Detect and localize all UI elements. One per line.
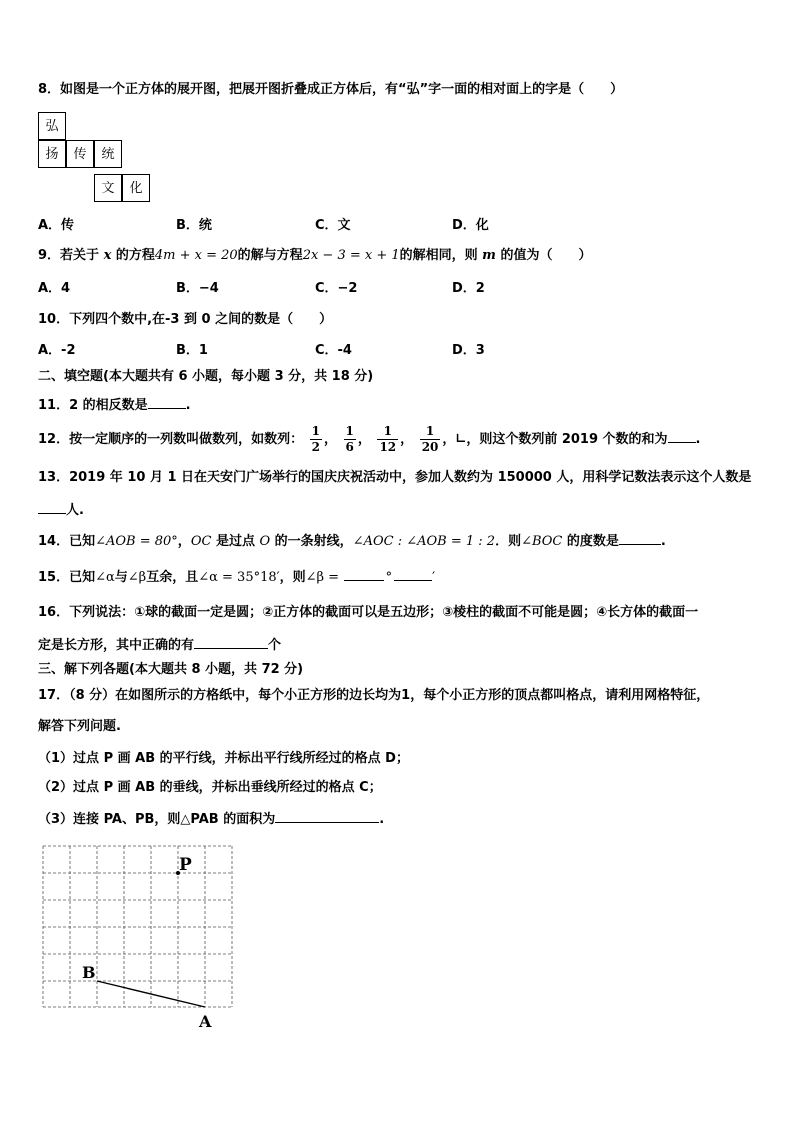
q14-end: . <box>660 534 666 549</box>
fraction: $\frac{1}{20}$ <box>421 424 439 454</box>
answer-blank-minutes <box>394 568 432 581</box>
label-b: B <box>82 963 96 982</box>
option-c: C．文 <box>315 218 351 233</box>
q12-end: . <box>695 432 701 447</box>
q11-text: 11．2 的相反数是 <box>38 398 148 413</box>
q9-stem <box>38 248 591 264</box>
q9-text: 的方程 <box>111 248 155 263</box>
answer-blank <box>275 810 379 823</box>
q14-text: 是过点 <box>211 534 260 549</box>
q14-stem <box>38 532 666 550</box>
net-cell: 弘 <box>38 112 66 140</box>
q12-text: ，则这个数列前 2019 个数的和为 <box>466 432 668 447</box>
q17-sub-3-end: . <box>379 812 385 827</box>
q14-text: ．则 <box>495 534 522 549</box>
section-3-heading: 三、解下列各题(本大题共 8 小题，共 72 分) <box>38 662 304 677</box>
fraction: $\frac{1}{12}$ <box>379 424 397 454</box>
beta-expression: ∠β = <box>305 570 340 585</box>
q15-text: 互余，且 <box>146 570 199 585</box>
answer-blank <box>38 501 66 514</box>
separator: ， <box>400 432 414 447</box>
q10-stem: 10．下列四个数中,在-3 到 0 之间的数是（ ） <box>38 312 333 327</box>
answer-blank <box>148 396 186 409</box>
net-cell: 传 <box>66 140 94 168</box>
q17-sub-3-text: （3）连接 PA、PB，则△PAB 的面积为 <box>38 812 276 827</box>
q15-stem <box>38 568 435 586</box>
angle-beta: ∠β <box>127 570 147 585</box>
net-cell: 文 <box>94 174 122 202</box>
q9-text: 9．若关于 <box>38 248 104 263</box>
option-a: A．传 <box>38 218 75 233</box>
label-a: A <box>199 1012 212 1031</box>
q15-text: 与 <box>114 570 128 585</box>
q16-end: 个 <box>268 638 282 653</box>
q11-stem <box>38 396 191 414</box>
q12-stem <box>38 420 701 460</box>
option-b: B．统 <box>176 218 212 233</box>
q9-equation-1: 4m + x = 20 <box>154 248 238 263</box>
option-c: C．-4 <box>315 343 352 358</box>
answer-blank <box>619 532 661 545</box>
q14-text: 的一条射线， <box>270 534 353 549</box>
angle-aob: ∠AOB = 80° <box>95 534 178 549</box>
option-a: A．4 <box>38 281 71 296</box>
q9-text: 的解相同，则 <box>399 248 483 263</box>
separator: ， <box>442 432 456 447</box>
q14-text: ， <box>177 534 191 549</box>
label-p: P <box>179 855 192 875</box>
q17-sub-3 <box>38 810 384 828</box>
option-c: C．−2 <box>315 281 358 296</box>
q15-text: ，则 <box>279 570 306 585</box>
answer-blank-degrees <box>344 568 384 581</box>
option-d: D．3 <box>452 343 485 358</box>
q17-sub-2: （2）过点 P 画 AB 的垂线，并标出垂线所经过的格点 C； <box>38 780 382 795</box>
net-cell: 扬 <box>38 140 66 168</box>
q17-line-2: 解答下列问题. <box>38 719 121 734</box>
grid-figure <box>30 835 250 1035</box>
q16-line-1: 16．下列说法：①球的截面一定是圆；②正方体的截面可以是五边形；③棱柱的截面不可能是圆；④长方体的截面一 <box>38 605 699 620</box>
angle-ratio: ∠AOC : ∠AOB = 1 : 2 <box>352 534 496 549</box>
q12-text: 12．按一定顺序的一列数叫做数列，如数列： <box>38 432 304 447</box>
q8-stem: 8．如图是一个正方体的展开图，把展开图折叠成正方体后，有“弘”字一面的相对面上的字是（ ） <box>38 82 624 97</box>
net-cell: 化 <box>122 174 150 202</box>
angle-alpha: ∠α <box>95 570 115 585</box>
q13-line-1: 13．2019 年 10 月 1 日在天安门广场举行的国庆庆祝活动中，参加人数约为 150000 人，用科学记数法表示这个人数是 <box>38 470 752 485</box>
minute-sign: ′ <box>432 570 436 585</box>
option-b: B．−4 <box>176 281 219 296</box>
section-2-heading: 二、填空题(本大题共有 6 小题，每小题 3 分，共 18 分) <box>38 369 374 384</box>
q9-text: 的值为（ ） <box>495 248 592 263</box>
ellipsis: ∟ <box>455 432 467 447</box>
alpha-value: ∠α = 35°18′ <box>198 570 280 585</box>
ray-oc: OC <box>190 534 212 549</box>
q9-text: 的解与方程 <box>237 248 303 263</box>
answer-blank <box>668 430 696 443</box>
q9-var-x: x <box>103 248 112 263</box>
fraction: $\frac{1}{2}$ <box>311 424 320 454</box>
point-o: O <box>259 534 271 549</box>
fraction: $\frac{1}{6}$ <box>345 424 354 454</box>
answer-blank <box>194 636 268 649</box>
q13-end: 人. <box>66 503 84 518</box>
angle-boc: ∠BOC <box>521 534 563 549</box>
q9-equation-2: 2x − 3 = x + 1 <box>302 248 400 263</box>
q17-line-1: 17．（8 分）在如图所示的方格纸中，每个小正方形的边长均为1，每个小正方形的顶点都叫格点，请利用网格特征， <box>38 688 710 703</box>
option-d: D．2 <box>452 281 485 296</box>
q14-text: 14．已知 <box>38 534 96 549</box>
degree-sign: ° <box>385 570 393 585</box>
grid-lines <box>43 846 232 1007</box>
q17-sub-1: （1）过点 P 画 AB 的平行线，并标出平行线所经过的格点 D； <box>38 751 409 766</box>
q16-text: 定是长方形，其中正确的有 <box>38 638 195 653</box>
q11-end: . <box>185 398 191 413</box>
option-b: B．1 <box>176 343 208 358</box>
q14-text: 的度数是 <box>562 534 619 549</box>
q9-var-m: m <box>482 248 496 263</box>
option-a: A．-2 <box>38 343 76 358</box>
q13-line-2 <box>38 501 84 519</box>
q15-text: 15．已知 <box>38 570 96 585</box>
option-d: D．化 <box>452 218 489 233</box>
separator: ， <box>323 432 337 447</box>
separator: ， <box>357 432 371 447</box>
q16-line-2 <box>38 636 281 654</box>
net-cell: 统 <box>94 140 122 168</box>
